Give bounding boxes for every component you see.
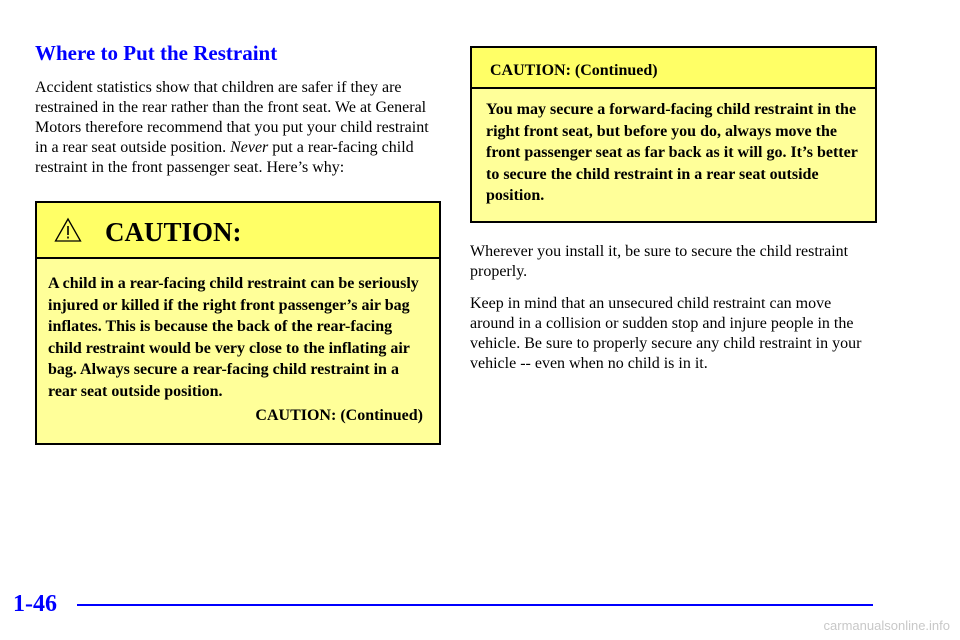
caution-continued-text: You may secure a forward-facing child restraint in the right front seat, but before you do, always move the front passenger seat as far back as it will go. It’s better to secure the child restraint in a rear seat outside position. [486,101,858,204]
caution-continued-label: CAUTION: (Continued) [255,407,423,424]
intro-text-end: put a rear-facing child restraint in the front passenger seat. Here’s why: [35,139,414,176]
intro-emphasis: Never [230,139,269,156]
intro-text-start: Accident statistics show that children are safer if they are restrained in the rear rather than the front seat. We at General Motors therefore recommend that you put your child restraint in a rear seat outside position. [35,79,429,156]
watermark: carmanualsonline.info [823,618,950,633]
page-number: 1-46 [13,591,57,617]
caution-box [35,201,441,445]
paragraph-install: Wherever you install it, be sure to secure the child restraint properly. [470,242,849,280]
paragraph-unsecured: Keep in mind that an unsecured child restraint can move around in a collision or sudden stop and injure people in the vehicle. Be sure to properly secure any child restraint in your vehicle -- even when no child is in it. [470,294,862,372]
caution-header [37,203,439,259]
caution-continued-box [470,46,877,223]
warning-triangle-icon [54,217,82,243]
caution-continued-header [472,48,875,89]
left-column [35,40,441,445]
right-body-text [470,242,877,374]
caution-text: A child in a rear-facing child restraint can be seriously injured or killed if the right front passenger’s air bag inflates. This is because the back of the rear-facing child restraint would be very close to the inflating air bag. Always secure a rear-facing child restraint in a rear seat outside position. [48,275,419,400]
section-title: Where to Put the Restraint [35,41,278,65]
caution-body [37,259,439,443]
right-column [470,46,877,374]
intro-paragraph [35,78,441,178]
caution-title: CAUTION: [105,217,242,247]
caution-continued-body [472,89,875,221]
caution-continued-title: CAUTION: (Continued) [490,62,658,79]
footer-rule [77,604,873,606]
